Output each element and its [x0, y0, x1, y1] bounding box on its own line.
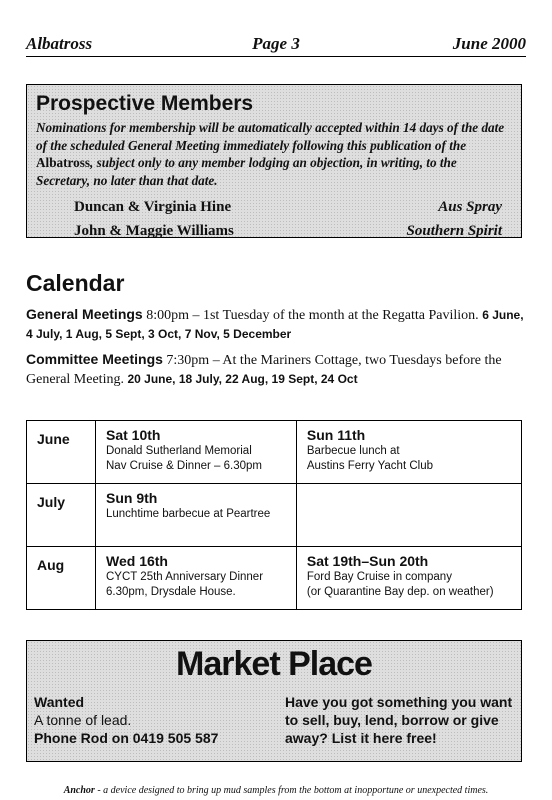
- nomination-note: [36, 119, 512, 189]
- committee-meetings-dates: 20 June, 18 July, 22 Aug, 19 Sept, 24 Oct: [127, 372, 358, 386]
- event-cell: [96, 421, 297, 484]
- event-cell: [296, 484, 521, 547]
- event-cell: [296, 547, 521, 610]
- event-month: June: [27, 421, 96, 484]
- nomination-text: Nominations for membership will be automatically accepted within 14 days of the date of the scheduled General Meeting immediately following this publication of the: [36, 120, 505, 153]
- event-month: July: [27, 484, 96, 547]
- prospective-members-title: Prospective Members: [36, 92, 254, 115]
- table-row: [27, 421, 522, 484]
- general-meetings-dates: 6 June, 4 July, 1 Aug, 5 Sept, 3 Oct, 7 Nov, 5 December: [26, 308, 524, 341]
- member-row: [36, 195, 512, 219]
- footer-term: Anchor: [63, 785, 95, 796]
- event-description: Donald Sutherland Memorial Nav Cruise & Dinner – 6.30pm: [106, 445, 262, 472]
- member-boat: Southern Spirit: [406, 223, 502, 239]
- committee-meetings: [26, 350, 526, 389]
- event-day: Sun 9th: [106, 490, 158, 506]
- wanted-text: A tonne of lead.: [34, 712, 132, 728]
- event-cell: [96, 484, 297, 547]
- wanted-label: Wanted: [34, 694, 85, 710]
- member-row: [36, 219, 512, 243]
- wanted-ad: [34, 693, 218, 747]
- nomination-text-end: , subject only to any member lodging an objection, in writing, to the Secretary, no later than that date.: [36, 155, 457, 188]
- event-month: Aug: [27, 547, 96, 610]
- publication-name: Albatross: [26, 34, 93, 53]
- event-day: Sat 10th: [106, 427, 161, 443]
- event-description: Ford Bay Cruise in company (or Quarantine Bay dep. on weather): [306, 571, 494, 598]
- event-day: Sun 11th: [306, 427, 366, 443]
- market-promo: Have you got something you want to sell, buy, lend, borrow or give away? List it here free!: [285, 694, 513, 746]
- general-meetings-text: 8:00pm – 1st Tuesday of the month at the Regatta Pavilion.: [142, 308, 483, 323]
- member-name: John & Maggie Williams: [74, 223, 234, 239]
- market-place-title: Market Place: [176, 645, 372, 683]
- page-header: [26, 34, 526, 57]
- page-number: Page 3: [252, 34, 300, 53]
- member-name: Duncan & Virginia Hine: [74, 199, 232, 215]
- table-row: [27, 547, 522, 610]
- event-cell: [96, 547, 297, 610]
- event-description: Barbecue lunch at Austins Ferry Yacht Club: [306, 445, 433, 472]
- event-description: CYCT 25th Anniversary Dinner 6.30pm, Drysdale House.: [106, 571, 264, 598]
- member-boat: Aus Spray: [438, 199, 502, 215]
- wanted-contact: Phone Rod on 0419 505 587: [34, 730, 219, 746]
- nomination-publication: Albatross: [36, 155, 90, 170]
- calendar-title: Calendar: [26, 270, 125, 296]
- market-place-box: [26, 640, 522, 762]
- general-meetings-label: General Meetings: [26, 306, 143, 322]
- committee-meetings-text: 7:30pm – At the Mariners Cottage, two Tuesdays before the General Meeting.: [26, 353, 502, 387]
- footer-quote: [26, 785, 526, 796]
- footer-definition: - a device designed to bring up mud samples from the bottom at inopportune or unexpected times.: [94, 785, 489, 796]
- event-description: Lunchtime barbecue at Peartree: [106, 508, 271, 520]
- events-table: [26, 420, 522, 610]
- issue-date: June 2000: [452, 34, 526, 53]
- event-day: Wed 16th: [106, 553, 168, 569]
- table-row: [27, 484, 522, 547]
- prospective-members-box: [26, 84, 522, 238]
- committee-meetings-label: Committee Meetings: [26, 351, 163, 367]
- event-cell: [296, 421, 521, 484]
- member-list: [36, 195, 512, 243]
- general-meetings: [26, 305, 526, 344]
- event-day: Sat 19th–Sun 20th: [306, 553, 429, 569]
